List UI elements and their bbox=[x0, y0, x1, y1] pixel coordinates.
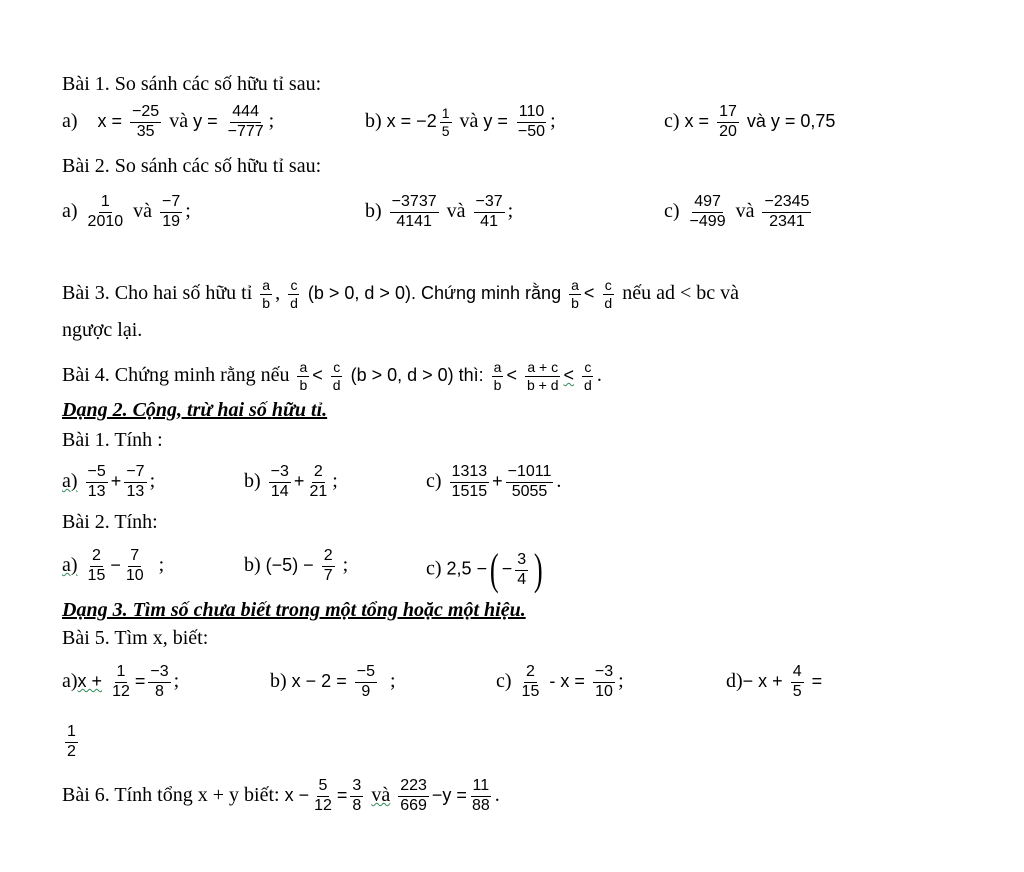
b5-item-c: c) $\frac{2}{15}$ - x = $\frac{-3}{10}$ ; bbox=[496, 663, 624, 700]
b1-a-yfrac: $\frac{444}{-777}$ bbox=[227, 103, 264, 140]
b1-item-b: b) x = −2 $\frac{1}{5}$ và y = $\frac{110}{-50}$ ; bbox=[365, 103, 556, 140]
d2b1-item-c: c) $\frac{1313}{1515}$ + $\frac{-1011}{5055}$ . bbox=[426, 463, 562, 500]
b2-c-f1: $\frac{497}{-499}$ bbox=[689, 193, 726, 230]
b3-f4: $\frac{c}{d}$ bbox=[604, 277, 613, 311]
d2b2-title: Bài 2. Tính: bbox=[62, 511, 158, 533]
b1-c-xfrac: $\frac{17}{20}$ bbox=[719, 103, 737, 140]
b4-f2: $\frac{c}{d}$ bbox=[332, 359, 341, 393]
b4-f5: $\frac{c}{d}$ bbox=[584, 359, 592, 393]
b5-b-f: $\frac{-5}{9}$ bbox=[356, 663, 375, 700]
d2b1-c-f1: $\frac{1313}{1515}$ bbox=[451, 463, 488, 500]
b2-item-b: b) $\frac{-3737}{4141}$ và $\frac{-37}{41}$ ; bbox=[365, 193, 514, 230]
b5-item-b: b) x − 2 = $\frac{-5}{9}$ ; bbox=[270, 663, 396, 700]
d2b1-b-f1: $\frac{-3}{14}$ bbox=[270, 463, 289, 500]
d2b2-a-f1: $\frac{2}{15}$ bbox=[87, 547, 106, 584]
d2b2-a-f2: $\frac{7}{10}$ bbox=[125, 547, 144, 584]
b5-item-d-result bbox=[62, 724, 81, 761]
d2b1-b-f2: $\frac{2}{21}$ bbox=[309, 463, 328, 500]
b5-a-f2: $\frac{-3}{8}$ bbox=[150, 663, 169, 700]
d2b1-c-f2: $\frac{-1011}{5055}$ bbox=[507, 463, 552, 500]
b1-item-a: a) x = $\frac{-25}{35}$ và y = $\frac{444}{-777}$ ; bbox=[62, 103, 275, 140]
b1-a-y: y = bbox=[193, 110, 218, 131]
dang2-heading: Dạng 2. Cộng, trừ hai số hữu tỉ. bbox=[62, 399, 328, 421]
b1-a-label: a) bbox=[62, 109, 78, 132]
b5-d-f1: $\frac{4}{5}$ bbox=[792, 663, 802, 700]
d2b1-title: Bài 1. Tính : bbox=[62, 429, 163, 451]
b3-text1: Bài 3. Cho hai số hữu tỉ bbox=[62, 281, 253, 304]
b4-line: Bài 4. Chứng minh rằng nếu $\frac{a}{b}$ < $\frac{c}{d}$ (b > 0, d > 0) thì: $\frac{a}{b}$ < $\frac{a + c}{b + d}$ < $\frac{c}{d}$ . bbox=[62, 359, 602, 393]
b1-a-x: x = bbox=[97, 110, 123, 131]
b3-f2: $\frac{c}{d}$ bbox=[290, 277, 298, 311]
d2b2-item-c: c) 2,5 −( − $\frac{3}{4}$ ) bbox=[426, 545, 543, 594]
b3-f1: $\frac{a}{b}$ bbox=[262, 277, 271, 311]
b2-item-a: a) $\frac{1}{2010}$ và $\frac{-7}{19}$ ; bbox=[62, 193, 191, 230]
b1-item-c: c) x = $\frac{17}{20}$ và y = 0,75 bbox=[664, 103, 836, 140]
b3-f3: $\frac{a}{b}$ bbox=[571, 277, 579, 311]
b1-b-yfrac: $\frac{110}{-50}$ bbox=[517, 103, 546, 140]
b2-a-f2: $\frac{-7}{19}$ bbox=[162, 193, 181, 230]
b6-f1: $\frac{5}{12}$ bbox=[314, 777, 332, 814]
d2b2-c-f: $\frac{3}{4}$ bbox=[517, 550, 527, 588]
b5-c-f2: $\frac{-3}{10}$ bbox=[594, 663, 614, 700]
b2-a-f1: $\frac{1}{2010}$ bbox=[87, 193, 124, 230]
b3-text2: nếu ad < bc và bbox=[622, 281, 739, 304]
b2-b-f1: $\frac{-3737}{4141}$ bbox=[391, 193, 437, 230]
b2-c-f2: $\frac{-2345}{2341}$ bbox=[764, 193, 810, 230]
b5-item-d: d)− x + $\frac{4}{5}$ = bbox=[726, 663, 823, 700]
b1-b-mixed: $\frac{1}{5}$ bbox=[441, 105, 450, 139]
b5-a-f1: $\frac{1}{12}$ bbox=[112, 663, 130, 700]
b5-d-f2: $\frac{1}{2}$ bbox=[67, 723, 76, 760]
b2-title: Bài 2. So sánh các số hữu tỉ sau: bbox=[62, 155, 322, 177]
dang3-heading: Dạng 3. Tìm số chưa biết trong một tổng hoặc một hiệu. bbox=[62, 599, 526, 621]
b1-a-and: và bbox=[169, 109, 189, 132]
b4-f3: $\frac{a}{b}$ bbox=[493, 359, 502, 393]
b3-line1: Bài 3. Cho hai số hữu tỉ $\frac{a}{b}$ , $\frac{c}{d}$ (b > 0, d > 0). Chứng minh rằng $\frac{a}{b}$ < $\frac{c}{d}$ nếu ad < bc và bbox=[62, 277, 739, 311]
b6-f3: $\frac{223}{669}$ bbox=[400, 777, 427, 814]
b6-f4: $\frac{11}{88}$ bbox=[471, 777, 490, 814]
b1-a-xfrac: $\frac{-25}{35}$ bbox=[132, 103, 160, 140]
d2b2-item-a: a) $\frac{2}{15}$ − $\frac{7}{10}$ ; bbox=[62, 547, 165, 584]
b6-f2: $\frac{3}{8}$ bbox=[352, 777, 362, 814]
d2b1-a-f2: $\frac{-7}{13}$ bbox=[126, 463, 145, 500]
d2b1-a-f1: $\frac{-5}{13}$ bbox=[87, 463, 106, 500]
b6-line: Bài 6. Tính tổng x + y biết: x − $\frac{5}{12}$ = $\frac{3}{8}$ và $\frac{223}{669}$ −y = $\frac{11}{88}$ . bbox=[62, 777, 500, 814]
b2-item-c: c) $\frac{497}{-499}$ và $\frac{-2345}{2341}$ bbox=[664, 193, 810, 230]
d2b2-item-b: b) (−5) − $\frac{2}{7}$ ; bbox=[244, 547, 349, 584]
b5-item-a: a)x + $\frac{1}{12}$ = $\frac{-3}{8}$ ; bbox=[62, 663, 180, 700]
b5-title: Bài 5. Tìm x, biết: bbox=[62, 627, 209, 649]
b3-line2: ngược lại. bbox=[62, 319, 143, 341]
b2-b-f2: $\frac{-37}{41}$ bbox=[475, 193, 503, 230]
d2b1-item-b: b) $\frac{-3}{14}$ + $\frac{2}{21}$ ; bbox=[244, 463, 338, 500]
b4-f1: $\frac{a}{b}$ bbox=[299, 359, 308, 393]
d2b1-item-a: a) $\frac{-5}{13}$ + $\frac{-7}{13}$ ; bbox=[62, 463, 156, 500]
b1-title: Bài 1. So sánh các số hữu tỉ sau: bbox=[62, 73, 322, 95]
b5-c-f1: $\frac{2}{15}$ bbox=[521, 663, 540, 700]
b4-f4: $\frac{a + c}{b + d}$ bbox=[526, 359, 559, 393]
d2b2-b-f: $\frac{2}{7}$ bbox=[323, 547, 333, 584]
